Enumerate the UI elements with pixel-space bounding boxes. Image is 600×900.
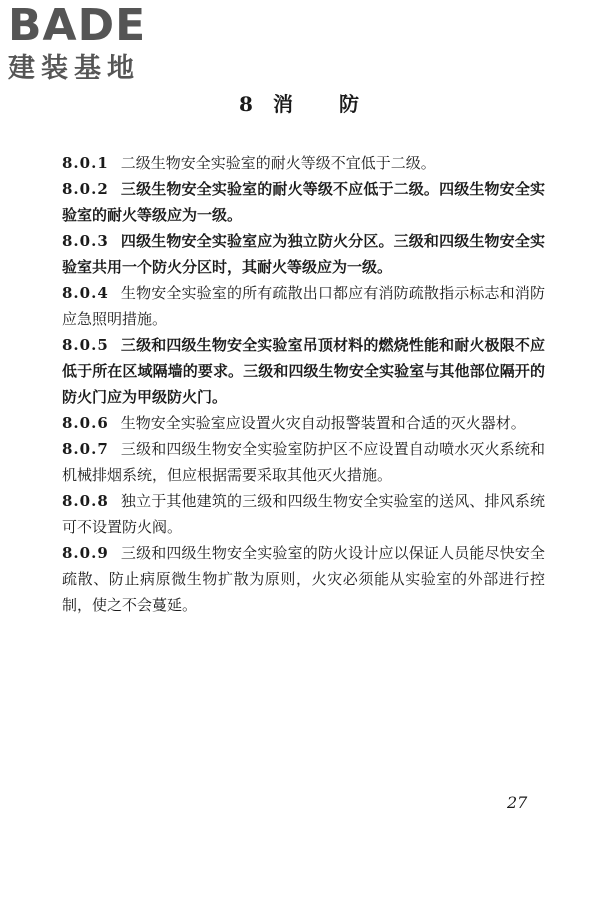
- logo-wordmark: BADE: [8, 0, 147, 51]
- clause-text: 二级生物安全实验室的耐火等级不宜低于二级。: [120, 154, 436, 172]
- clause-number: 8.0.8: [62, 492, 109, 510]
- clause-number: 8.0.3: [62, 232, 109, 250]
- clause-8-0-8: [62, 488, 545, 540]
- clause-8-0-9: [62, 540, 545, 618]
- clause-text: 四级生物安全实验室应为独立防火分区。三级和四级生物安全实验室共用一个防火分区时，其耐火等级应为一级。: [62, 232, 545, 276]
- clause-text: 三级和四级生物安全实验室防护区不应设置自动喷水灭火系统和机械排烟系统，但应根据需要采取其他灭火措施。: [62, 440, 545, 484]
- chapter-title-char-1: 消: [272, 92, 295, 116]
- clause-8-0-7: [62, 436, 545, 488]
- clause-text: 生物安全实验室应设置火灾自动报警装置和合适的灭火器材。: [120, 414, 526, 432]
- clause-text: 三级生物安全实验室的耐火等级不应低于二级。四级生物安全实验室的耐火等级应为一级。: [62, 180, 545, 224]
- clause-text: 独立于其他建筑的三级和四级生物安全实验室的送风、排风系统可不设置防火阀。: [62, 492, 545, 536]
- chapter-title: [0, 88, 600, 117]
- clause-8-0-2: [62, 176, 545, 228]
- clause-8-0-3: [62, 228, 545, 280]
- page-number: 27: [507, 793, 528, 812]
- logo-subtitle: 建装基地: [8, 53, 140, 84]
- chapter-title-char-2: 防: [338, 92, 361, 116]
- clause-text: 生物安全实验室的所有疏散出口都应有消防疏散指示标志和消防应急照明措施。: [62, 284, 545, 328]
- clause-number: 8.0.4: [62, 284, 109, 302]
- clause-text: 三级和四级生物安全实验室的防火设计应以保证人员能尽快安全疏散、防止病原微生物扩散为原则，火灾必须能从实验室的外部进行控制，使之不会蔓延。: [62, 544, 545, 614]
- clause-number: 8.0.5: [62, 336, 109, 354]
- clause-8-0-1: [62, 150, 545, 176]
- clause-number: 8.0.1: [62, 154, 109, 172]
- clause-8-0-4: [62, 280, 545, 332]
- chapter-number: 8: [239, 92, 255, 116]
- clause-text: 三级和四级生物安全实验室吊顶材料的燃烧性能和耐火极限不应低于所在区域隔墙的要求。三级和四级生物安全实验室与其他部位隔开的防火门应为甲级防火门。: [62, 336, 545, 406]
- clause-8-0-5: [62, 332, 545, 410]
- clause-number: 8.0.7: [62, 440, 109, 458]
- clause-list: [62, 150, 545, 618]
- clause-8-0-6: [62, 410, 545, 436]
- clause-number: 8.0.2: [62, 180, 109, 198]
- clause-number: 8.0.6: [62, 414, 109, 432]
- bade-logo: [8, 0, 178, 84]
- clause-number: 8.0.9: [62, 544, 109, 562]
